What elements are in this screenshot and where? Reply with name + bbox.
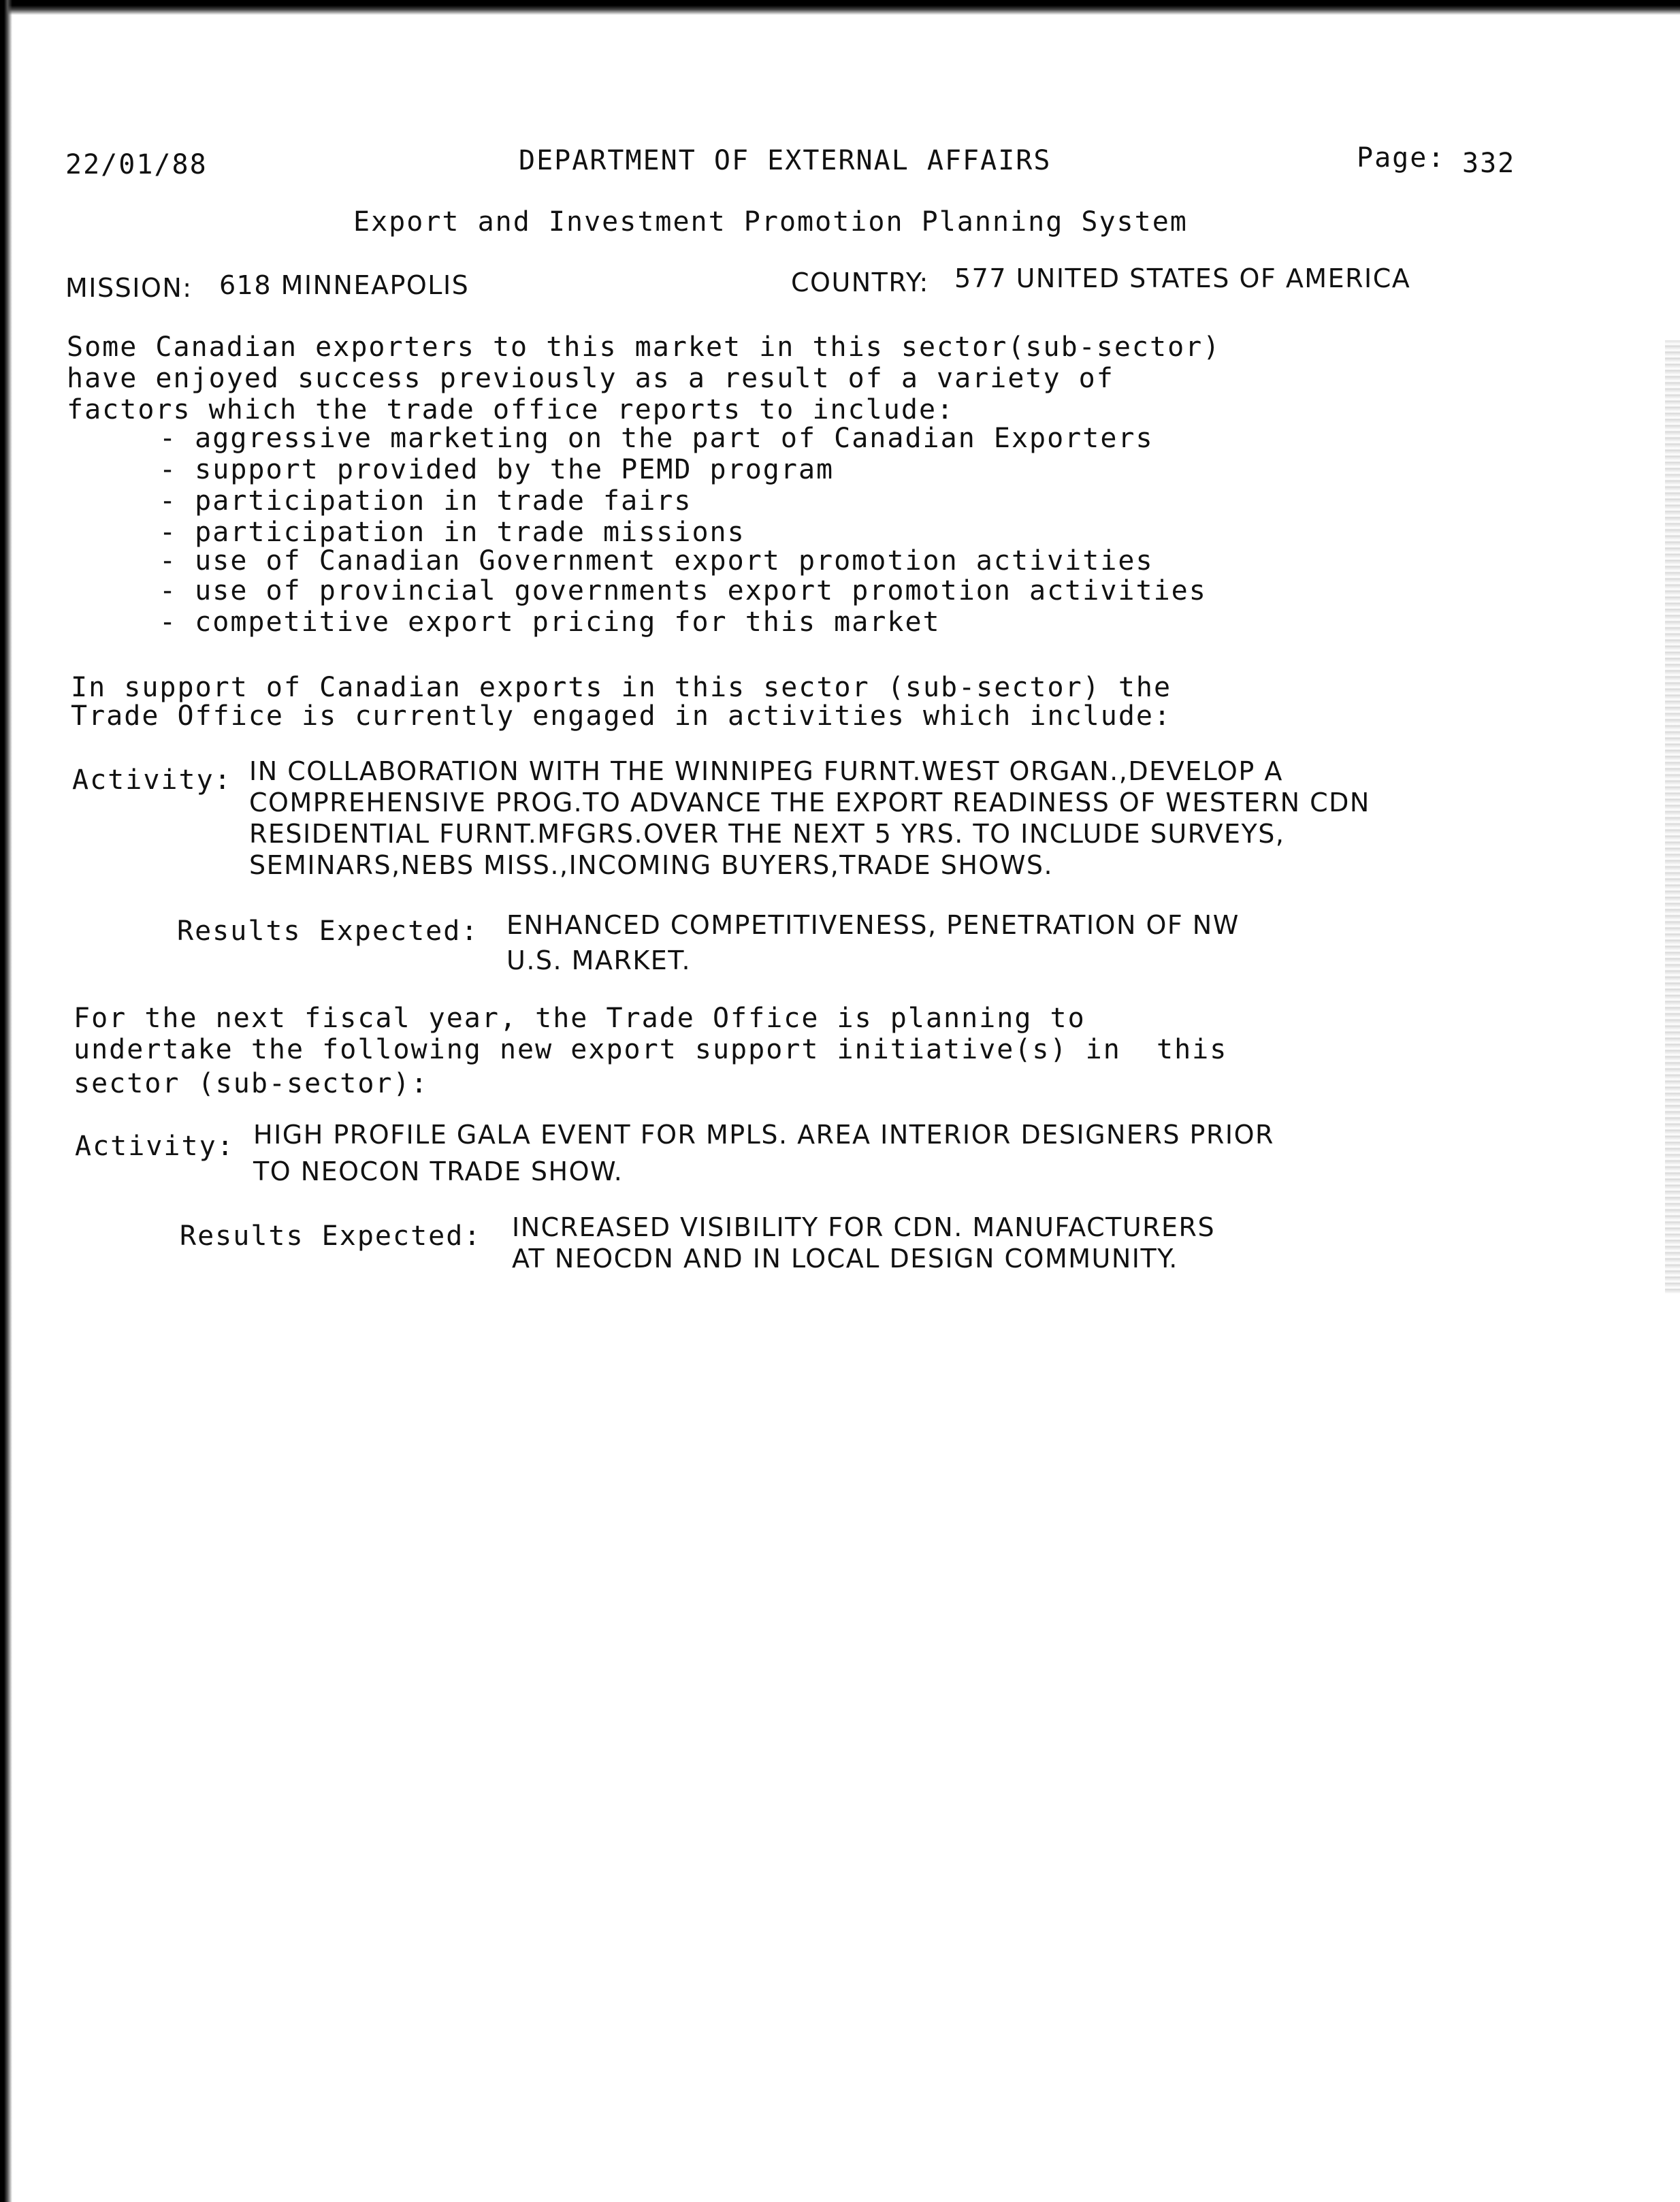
success-factor-item: - aggressive marketing on the part of Canadian Exporters — [159, 423, 1154, 454]
support-intro-line: In support of Canadian exports in this sector (sub-sector) the — [71, 672, 1172, 703]
scan-edge-right — [1665, 340, 1680, 1293]
new-results-line: AT NEOCDN AND IN LOCAL DESIGN COMMUNITY. — [512, 1244, 1178, 1274]
current-activity-line: SEMINARS,NEBS MISS.,INCOMING BUYERS,TRADE SHOWS. — [249, 850, 1054, 880]
success-factor-item: - participation in trade missions — [159, 517, 745, 548]
success-factor-item: - use of Canadian Government export promotion activities — [159, 545, 1154, 577]
country-label: COUNTRY: — [791, 268, 929, 297]
current-results-label: Results Expected: — [177, 916, 479, 947]
new-results-label: Results Expected: — [180, 1220, 482, 1252]
page-number: 332 — [1462, 148, 1516, 179]
success-intro-line: factors which the trade office reports to include: — [67, 394, 955, 425]
success-factor-item: - use of provincial governments export promotion activities — [159, 575, 1207, 606]
current-results-line: ENHANCED COMPETITIVENESS, PENETRATION OF NW — [506, 910, 1240, 940]
report-date: 22/01/88 — [65, 149, 208, 180]
current-activity-line: IN COLLABORATION WITH THE WINNIPEG FURNT.WEST ORGAN.,DEVELOP A — [249, 756, 1283, 786]
scan-edge-top — [0, 0, 1680, 15]
success-factor-item: - support provided by the PEMD program — [159, 454, 835, 485]
success-factor-item: - participation in trade fairs — [159, 485, 692, 517]
current-activity-label: Activity: — [72, 764, 232, 796]
scan-edge-left — [0, 0, 12, 2202]
support-intro-line: Trade Office is currently engaged in activities which include: — [71, 700, 1172, 732]
current-activity-line: RESIDENTIAL FURNT.MFGRS.OVER THE NEXT 5 YRS. TO INCLUDE SURVEYS, — [249, 819, 1285, 849]
new-results-line: INCREASED VISIBILITY FOR CDN. MANUFACTURERS — [512, 1212, 1216, 1242]
next-year-intro-line: undertake the following new export support initiative(s) in this — [74, 1034, 1228, 1065]
new-activity-label: Activity: — [75, 1131, 235, 1162]
current-activity-line: COMPREHENSIVE PROG.TO ADVANCE THE EXPORT READINESS OF WESTERN CDN — [249, 788, 1370, 817]
country-value: 577 UNITED STATES OF AMERICA — [954, 263, 1411, 293]
new-activity-line: TO NEOCON TRADE SHOW. — [253, 1156, 624, 1186]
page-label: Page: — [1357, 142, 1446, 174]
current-results-line: U.S. MARKET. — [506, 945, 692, 975]
new-activity-line: HIGH PROFILE GALA EVENT FOR MPLS. AREA INTERIOR DESIGNERS PRIOR — [253, 1120, 1274, 1150]
next-year-intro-line: sector (sub-sector): — [74, 1068, 429, 1099]
mission-value: 618 MINNEAPOLIS — [219, 270, 470, 300]
success-intro-line: have enjoyed success previously as a result of a variety of — [67, 363, 1114, 394]
department-title: DEPARTMENT OF EXTERNAL AFFAIRS — [519, 145, 1052, 176]
mission-label: MISSION: — [65, 273, 193, 303]
system-title: Export and Investment Promotion Planning System — [353, 206, 1188, 238]
success-factor-item: - competitive export pricing for this market — [159, 606, 941, 638]
next-year-intro-line: For the next fiscal year, the Trade Office is planning to — [74, 1003, 1086, 1034]
success-intro-line: Some Canadian exporters to this market in this sector(sub-sector) — [67, 331, 1221, 363]
